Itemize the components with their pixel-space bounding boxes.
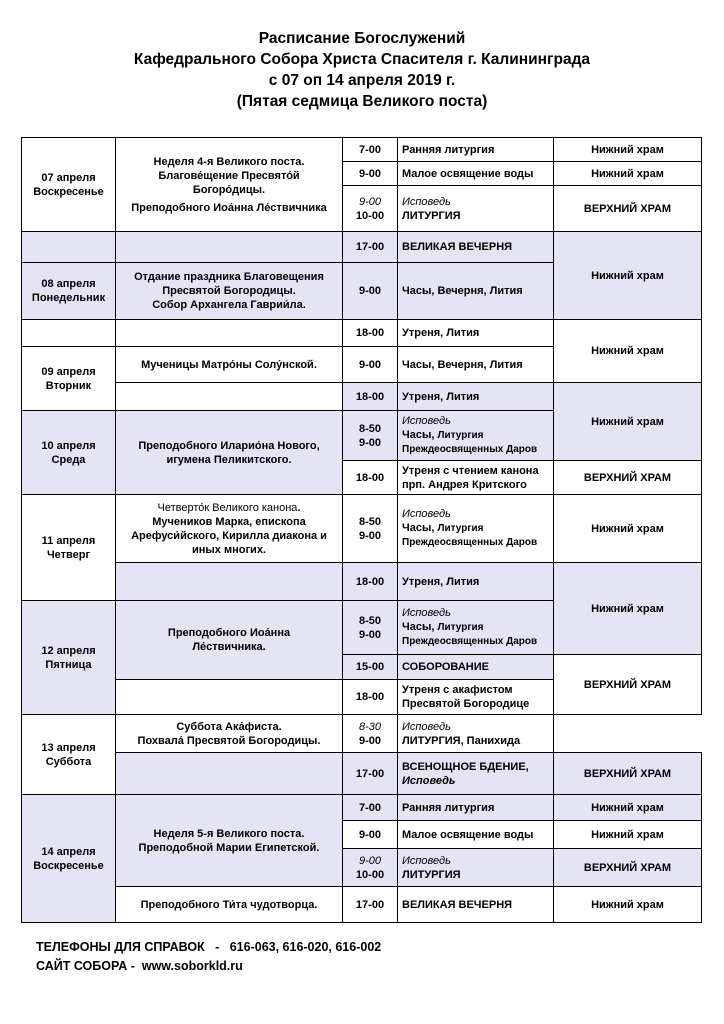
title-line-2: Кафедрального Собора Христа Спасителя г. Калининграда — [133, 51, 591, 68]
place-cell: Нижний храм — [554, 162, 702, 186]
title-line-4: (Пятая седмица Великого поста) — [236, 93, 488, 110]
empty-cell — [22, 320, 116, 347]
day-cell: 09 апреля Вторник — [22, 347, 116, 411]
place-cell: ВЕРХНИЙ ХРАМ — [554, 753, 702, 795]
day-cell: 13 апреля Суббота — [22, 715, 116, 795]
day-cell: 10 апреля Среда — [22, 411, 116, 495]
feast-cell: Неделя 4-я Великого поста. Благове́щение Пресвято́й Богоро́дицы. Преподобного Иоа́нна Ле́ствичника — [116, 138, 343, 232]
time-cell: 18-00 — [343, 383, 398, 411]
time-cell: 18-00 — [343, 320, 398, 347]
place-cell: ВЕРХНИЙ ХРАМ — [554, 655, 702, 715]
day-cell: 12 апреля Пятница — [22, 601, 116, 715]
table-row — [22, 887, 702, 923]
table-row — [22, 753, 702, 795]
title-line-3: с 07 оп 14 апреля 2019 г. — [268, 72, 456, 89]
empty-cell — [116, 563, 343, 601]
time-cell: 15-00 — [343, 655, 398, 680]
service-cell: Утреня с акафистом Пресвятой Богородице — [398, 680, 554, 715]
site-link[interactable]: www.soborkld.ru — [141, 959, 243, 973]
day-cell: 11 апреля Четверг — [22, 495, 116, 601]
feast-cell: Четверто́к Великого канона. Мучеников Марка, епископа Арефуси́йского, Кирилла диакона и иных многих. — [116, 495, 343, 563]
place-cell: Нижний храм — [554, 138, 702, 162]
service-cell: ВЕЛИКАЯ ВЕЧЕРНЯ — [398, 232, 554, 263]
table-row — [22, 715, 702, 753]
place-cell: Нижний храм — [554, 232, 702, 320]
time-cell: 18-00 — [343, 680, 398, 715]
service-cell: Исповедь Часы, Литургия Преждеосвященных Даров — [398, 601, 554, 655]
service-cell: СОБОРОВАНИЕ — [398, 655, 554, 680]
place-cell: ВЕРХНИЙ ХРАМ — [554, 849, 702, 887]
time-cell: 17-00 — [343, 753, 398, 795]
table-row — [22, 383, 702, 411]
empty-cell — [116, 320, 343, 347]
time-cell: 9-00 — [343, 821, 398, 849]
place-cell: Нижний храм — [554, 821, 702, 849]
empty-cell — [22, 232, 116, 263]
time-cell: 18-00 — [343, 461, 398, 495]
feast-cell: Суббота Ака́фиста. Похвала́ Пресвятой Богородицы. — [116, 715, 343, 753]
service-cell: Малое освящение воды — [398, 162, 554, 186]
time-cell: 9-00 10-00 — [343, 849, 398, 887]
empty-cell — [116, 680, 343, 715]
table-row — [22, 795, 702, 821]
place-cell: Нижний храм — [554, 495, 702, 563]
service-cell: ВЕЛИКАЯ ВЕЧЕРНЯ — [398, 887, 554, 923]
service-cell: Часы, Вечерня, Лития — [398, 263, 554, 320]
service-cell: Исповедь Часы, Литургия Преждеосвященных Даров — [398, 495, 554, 563]
feast-cell: Преподобного Иоа́нна Ле́ствичника. — [116, 601, 343, 680]
time-cell: 7-00 — [343, 138, 398, 162]
place-cell: Нижний храм — [554, 383, 702, 461]
time-cell: 8-30 9-00 — [343, 715, 398, 753]
schedule-table — [21, 137, 702, 923]
footer — [36, 938, 381, 976]
service-cell: Малое освящение воды — [398, 821, 554, 849]
feast-cell: Преподобного Иларио́на Нового, игумена Пеликитского. — [116, 411, 343, 495]
service-cell: ВСЕНОЩНОЕ БДЕНИЕ, Исповедь — [398, 753, 554, 795]
place-cell: ВЕРХНИЙ ХРАМ — [554, 186, 702, 232]
title-line-1: Расписание Богослужений — [258, 30, 466, 47]
service-cell: Утреня с чтением канона прп. Андрея Критского — [398, 461, 554, 495]
time-cell: 9-00 10-00 — [343, 186, 398, 232]
empty-cell — [116, 383, 343, 411]
time-cell: 9-00 — [343, 347, 398, 383]
service-cell: Ранняя литургия — [398, 795, 554, 821]
service-cell: Исповедь ЛИТУРГИЯ — [398, 186, 554, 232]
feast-cell: Преподобного Ти́та чудотворца. — [116, 887, 343, 923]
time-cell: 7-00 — [343, 795, 398, 821]
service-cell: Ранняя литургия — [398, 138, 554, 162]
service-cell: Исповедь ЛИТУРГИЯ, Панихида — [398, 715, 554, 753]
phones-line: ТЕЛЕФОНЫ ДЛЯ СПРАВОК - 616-063, 616-020, 616-002 — [36, 940, 382, 954]
time-cell: 18-00 — [343, 563, 398, 601]
service-cell: Часы, Вечерня, Лития — [398, 347, 554, 383]
day-cell: 14 апреля Воскресенье — [22, 795, 116, 923]
place-cell: Нижний храм — [554, 887, 702, 923]
place-cell: Нижний храм — [554, 320, 702, 383]
place-cell: Нижний храм — [554, 795, 702, 821]
time-cell: 9-00 — [343, 162, 398, 186]
service-cell: Утреня, Лития — [398, 383, 554, 411]
phones-label: ТЕЛЕФОНЫ ДЛЯ СПРАВОК — [36, 940, 205, 954]
service-cell: Утреня, Лития — [398, 563, 554, 601]
feast-cell: Отдание праздника Благовещения Пресвятой Богородицы. Собор Архангела Гаврии́ла. — [116, 263, 343, 320]
table-row — [22, 320, 702, 347]
time-cell: 8-50 9-00 — [343, 411, 398, 461]
service-cell: Утреня, Лития — [398, 320, 554, 347]
feast-cell: Неделя 5-я Великого поста. Преподобной Марии Египетской. — [116, 795, 343, 887]
time-cell: 17-00 — [343, 232, 398, 263]
service-cell: Исповедь ЛИТУРГИЯ — [398, 849, 554, 887]
table-row — [22, 138, 702, 162]
empty-cell — [116, 753, 343, 795]
table-row — [22, 232, 702, 263]
place-cell: ВЕРХНИЙ ХРАМ — [554, 461, 702, 495]
time-cell: 8-50 9-00 — [343, 495, 398, 563]
place-cell: Нижний храм — [554, 563, 702, 655]
service-cell: Исповедь Часы, Литургия Преждеосвященных Даров — [398, 411, 554, 461]
phones: 616-063, 616-020, 616-002 — [229, 940, 382, 954]
day-cell: 07 апреля Воскресенье — [22, 138, 116, 232]
table-row — [22, 563, 702, 601]
feast-cell: Мученицы Матро́ны Солу́нской. — [116, 347, 343, 383]
site-label: САЙТ СОБОРА - — [36, 959, 135, 973]
page-title — [0, 28, 724, 112]
time-cell: 17-00 — [343, 887, 398, 923]
day-cell: 08 апреля Понедельник — [22, 263, 116, 320]
empty-cell — [116, 232, 343, 263]
site-line — [36, 957, 381, 976]
time-cell: 8-50 9-00 — [343, 601, 398, 655]
table-row — [22, 495, 702, 563]
time-cell: 9-00 — [343, 263, 398, 320]
